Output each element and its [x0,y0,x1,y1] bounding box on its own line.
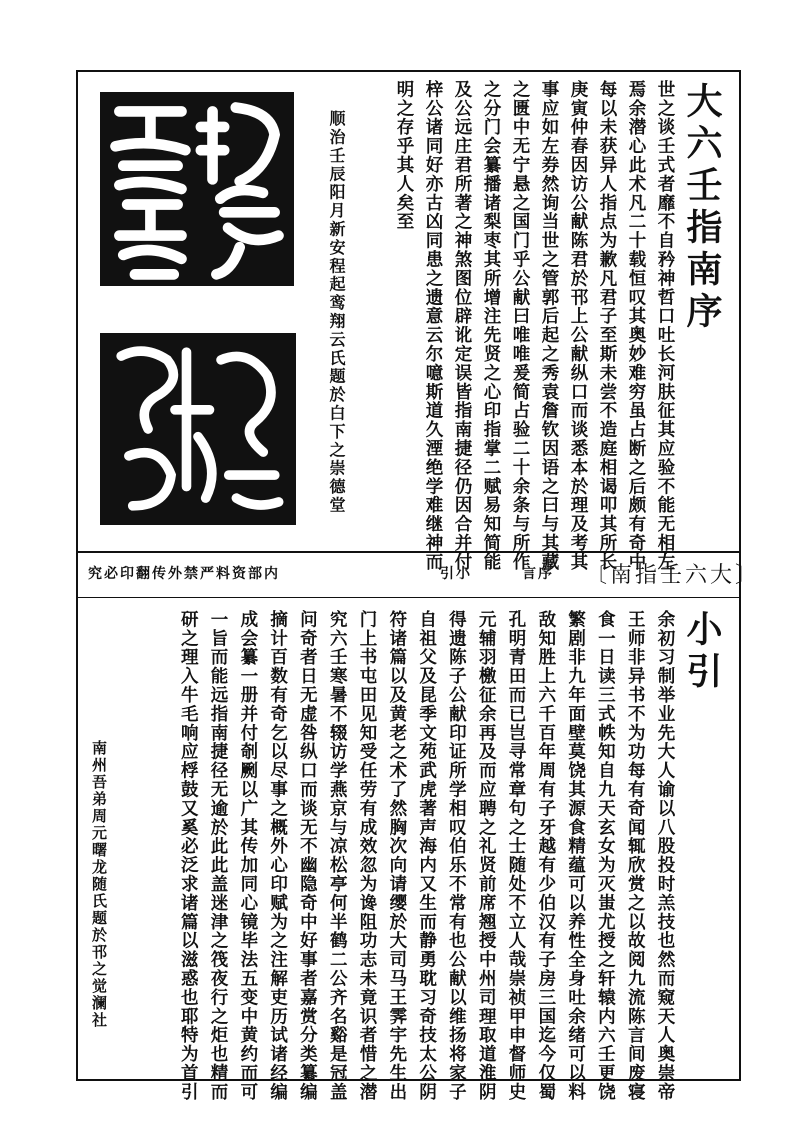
seal-lower-graphic [100,333,296,525]
intro-column: 究六壬寒暑不辍访学燕京与凉松亭何半鹤二公齐名谿是冠盖 [327,610,348,1102]
preface-column: 焉余潜心此术凡二十载恒叹其奥妙难穷虽占断之后颇有奇中 [626,80,646,572]
intro-title: 小引 [681,610,723,694]
intro-column: 门上书屯田见知受任劳有成效忽为谗阻功志未竟识者惜之潜 [357,610,377,1102]
intro-column: 成会纂一册并付剞劂以广其传加同心镜毕法五变中黄约而可 [237,610,258,1102]
preface-column: 世之谈壬式者靡不自矜神哲口吐长河肤征其应验不能无相左 [655,80,675,572]
intro-column: 余初习制举业先大人谕以八股投时羔技也然而窥天人奥崇帝 [655,610,675,1102]
copyright-notice: 究必印翻传外禁严料资部内 [88,566,280,582]
intro-column: 食一日读三式帙知自九天玄女为灭蚩尤授之轩辕内六壬更饶 [595,610,616,1102]
preface-title: 大六壬指南序 [681,82,723,334]
intro-column: 孔明青田而已岂寻常章句之士随处不立人哉崇祯甲申督师史 [506,610,526,1102]
intro-column: 繁剧非九年面壁莫饶其源食精蕴可以养性全身吐余绪可以料 [565,610,586,1102]
intro-column: 一旨而能远指南捷径无逾於此此盖迷津之筏夜行之炬也精而 [208,610,228,1102]
preface-column: 梓公诸同好亦古凶同患之遗意云尔噫斯道久湮绝学难继神而 [423,80,443,572]
preface-column: 明之存乎其人矣至 [394,80,414,232]
preface-column: 之匮中无宁悬之国门乎公献曰唯唯爰简占验二十余条与所作 [510,80,530,572]
intro-column: 王师非异书不为功每有奇闻辄欣赏之以故阅九流陈言间废寝 [625,610,646,1102]
preface-column: 及公远庄君所著之神煞图位辟讹定误皆指南捷径仍因合并付 [452,80,472,572]
seal-upper-graphic [100,92,294,286]
preface-column: 事应如左券然询当世之管郭后起之秀袁詹钦因语之曰与其藏 [539,80,559,572]
seal-upper [100,92,294,286]
intro-signature: 南州吾弟周元曙龙随氏题於邗之觉澜社 [90,740,108,1029]
intro-column: 问奇者日无虚咎纵口而谈无不幽隐奇中好事者嘉赏分类纂编 [297,610,318,1102]
intro-column: 摘计百数有奇乞以尽事之概外心印赋为之注解吏历试诸经编 [267,610,288,1102]
intro-column: 符诸篇以及黄老之术了然胸次向请缨於大司马王霁宇先生出 [386,610,407,1102]
preface-column: 之分门会纂播诸梨枣其所增注先贤之心印指掌二赋易知简能 [481,80,501,572]
book-title-label: 〔南指壬六大〕 [585,563,761,588]
preface-column: 每以未获异人指点为歉凡君子至斯未尝不造庭相谒叩其所长 [597,80,617,572]
intro-column: 研之理入牛毛响应桴鼓又奚必泛求诸篇以滋惑也耶特为首引 [178,610,199,1102]
intro-column: 得遗陈子公献印证所学相叹伯乐不常有也公献以维扬将家子 [446,610,467,1102]
intro-column: 敌知胜上六千百年周有子牙越有少伯汉有子房三国迄今仅蜀 [535,610,556,1102]
seal-lower [100,333,296,525]
preface-signature: 顺治壬辰阳月新安程起鸾翔云氏题於白下之崇德堂 [327,110,346,515]
intro-column: 自祖父及昆季文苑武虎著声海内又生而静勇耽习奇技太公阴 [416,610,437,1102]
header-underline [76,597,741,598]
doc-type-label: 言序 [522,566,554,582]
intro-column: 元辅羽檄征余再及而应聘之礼贤前席翘授中州司理取道淮阴 [476,610,497,1102]
preface-column: 庚寅仲春因访公献陈君於邗上公献纵口而谈悉本於理及考其 [568,80,588,572]
section-label: 引小 [440,566,472,582]
